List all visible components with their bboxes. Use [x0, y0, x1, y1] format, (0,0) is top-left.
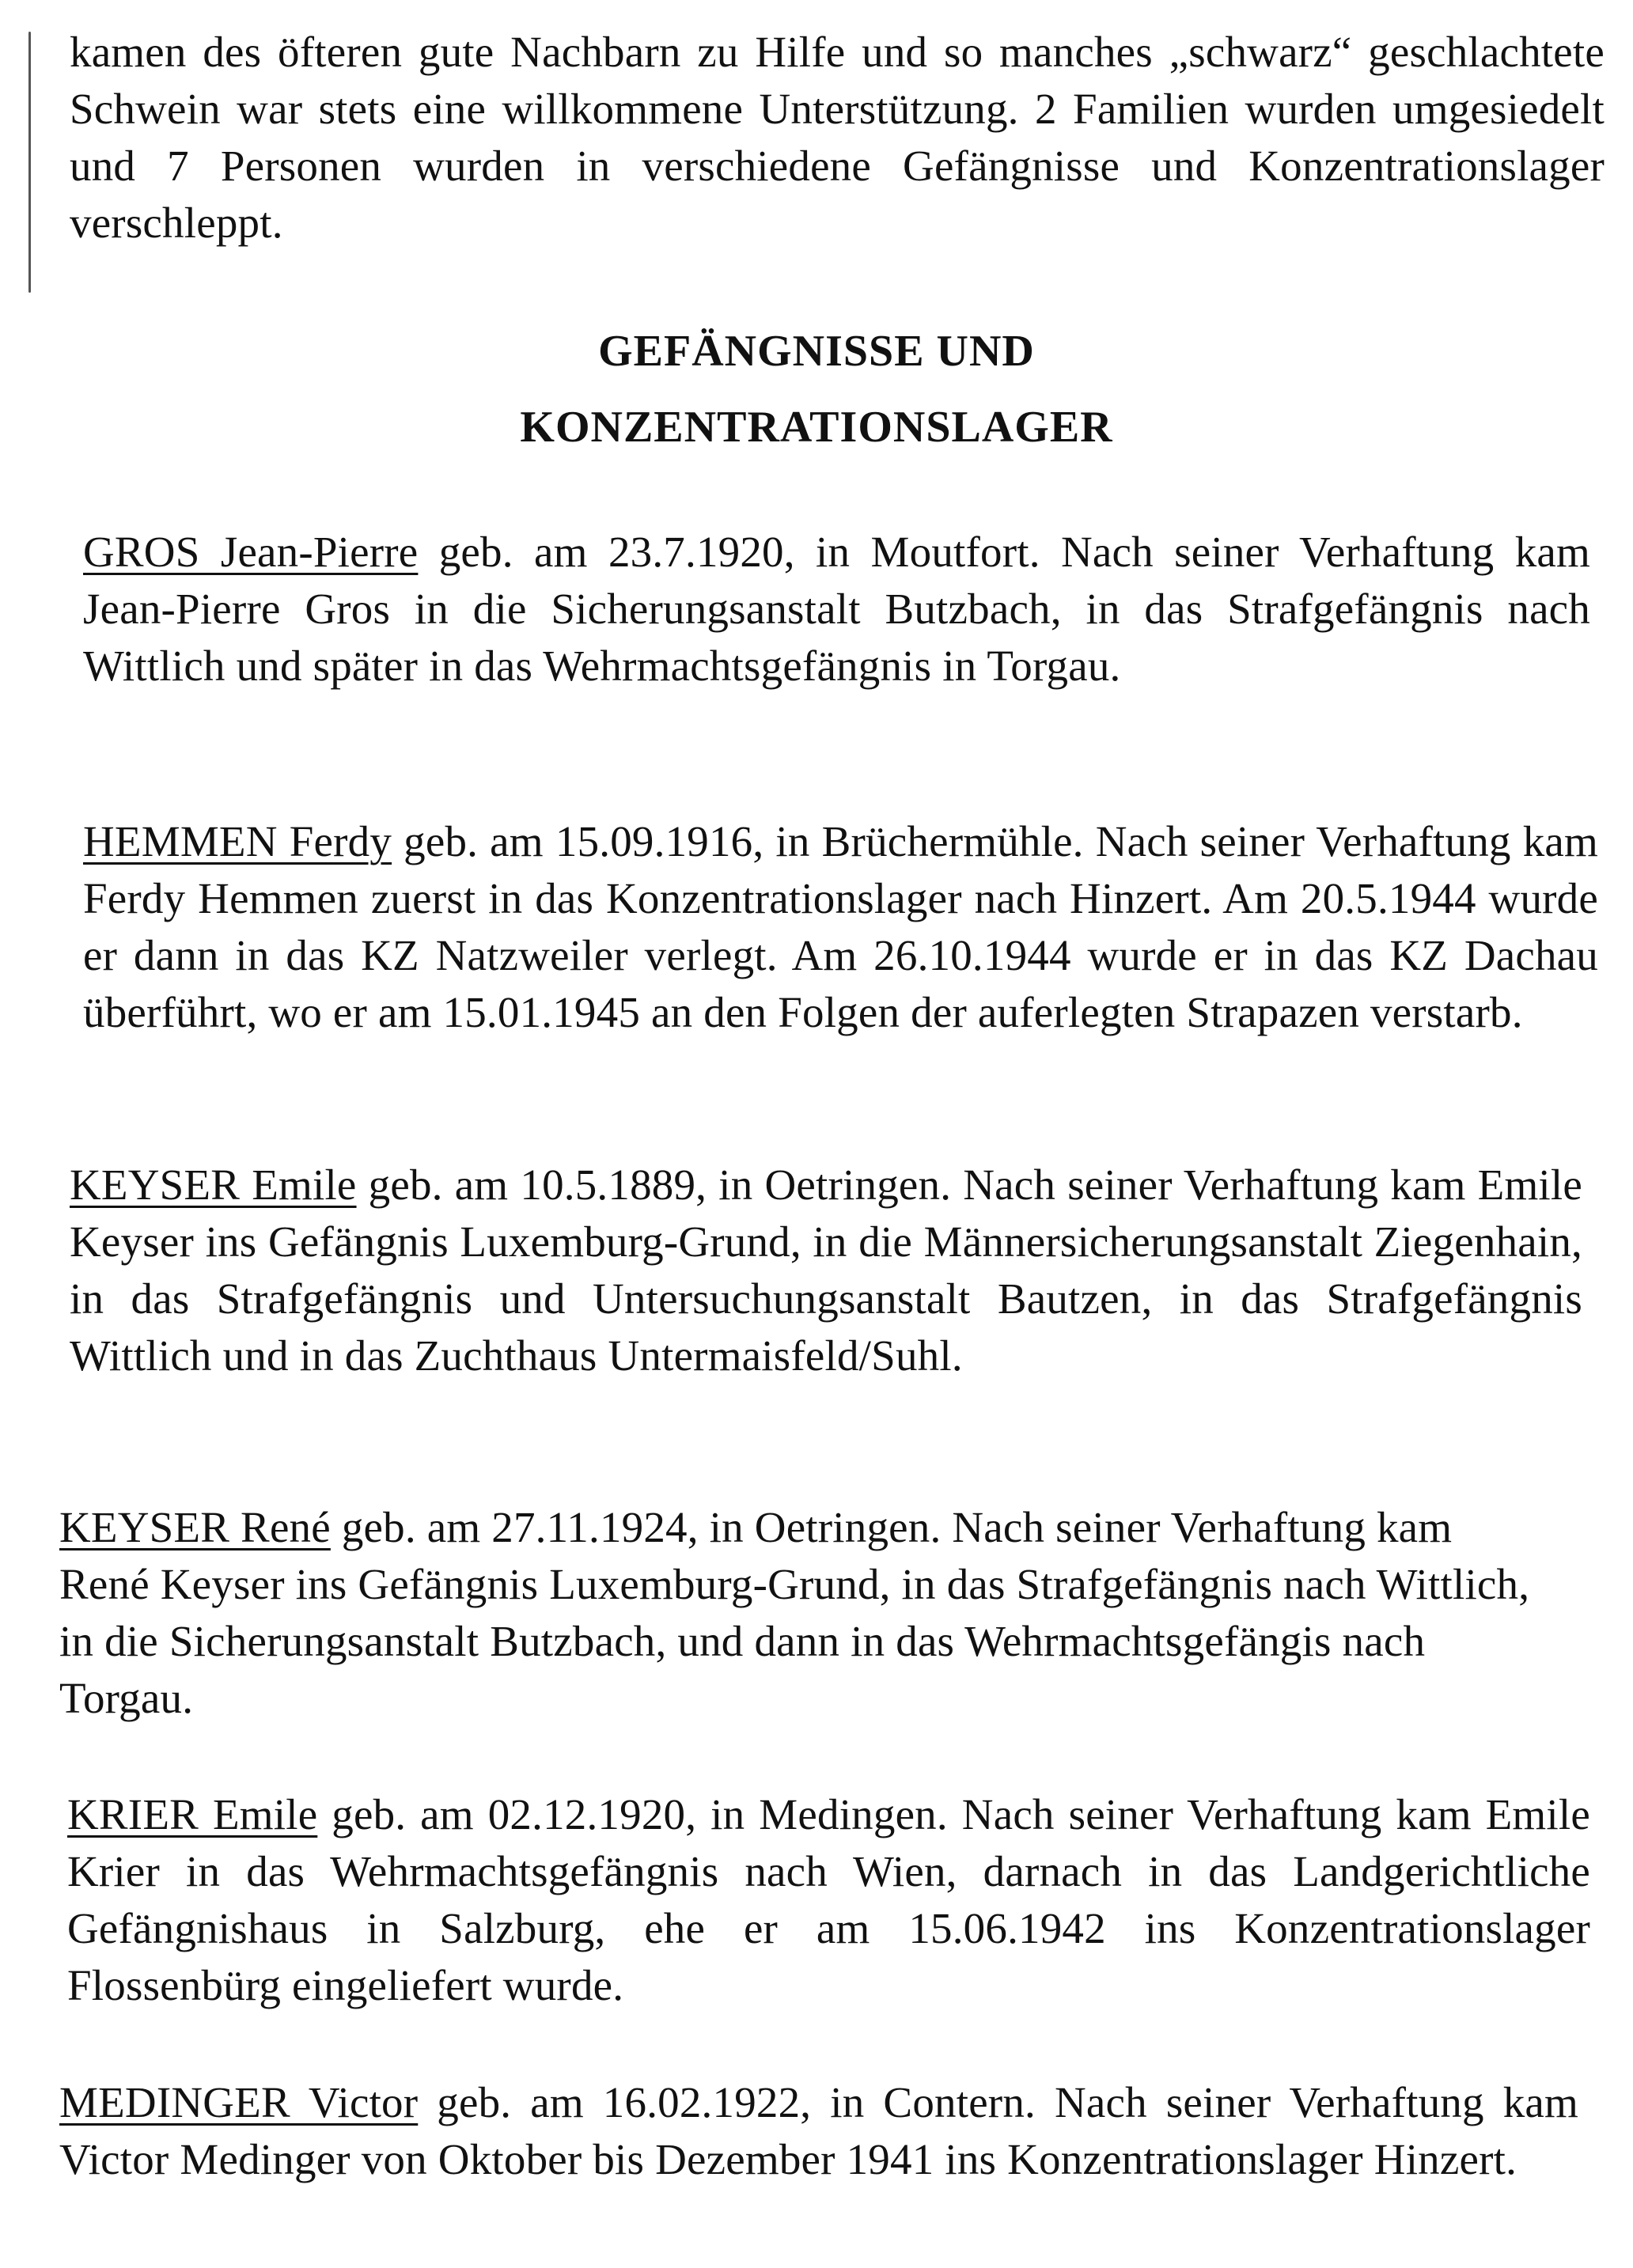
section-heading-line2: KONZENTRATIONSLAGER — [520, 403, 1113, 452]
entry-text: geb. am 16.02.1922, in Contern. Nach seiner Verhaftung kam Victor Medinger von Oktober bis Dezember 1941 ins Konzentrationslager Hinzert. — [59, 2078, 1578, 2183]
entry-keyser-emile — [70, 1157, 1582, 1384]
entry-text: geb. am 23.7.1920, in Moutfort. Nach seiner Verhaftung kam Jean-Pierre Gros in die Sicherungsanstalt Butzbach, in das Strafgefängnis nach Wittlich und später in das Wehrmachtsgefängnis in Torgau. — [83, 528, 1590, 690]
entry-text: geb. am 27.11.1924, in Oetringen. Nach seiner Verhaftung kam René Keyser ins Gefängnis Luxemburg-Grund, in das Strafgefängnis nach Wittlich, in die Sicherungsanstalt Butzbach, und dann in das Wehrmachtsgefängis nach Torgau. — [59, 1503, 1530, 1722]
entry-medinger — [59, 2074, 1578, 2188]
entry-text: geb. am 02.12.1920, in Medingen. Nach seiner Verhaftung kam Emile Krier in das Wehrmachtsgefängnis nach Wien, darnach in das Landgerichtliche Gefängnishaus in Salzburg, ehe er am 15.06.1942 ins Konzentrationslager Flossenbürg eingeliefert wurde. — [67, 1790, 1590, 2009]
entry-krier — [67, 1786, 1590, 2014]
section-heading-line1: GEFÄNGNISSE UND — [598, 327, 1035, 376]
entry-hemmen — [83, 813, 1598, 1041]
entry-name: GROS Jean-Pierre — [83, 528, 419, 576]
intro-paragraph: kamen des öfteren gute Nachbarn zu Hilfe und so manches „schwarz“ geschlachtete Schwein war stets eine willkommene Unterstützung. 2 Familien wurden umgesiedelt und 7 Personen wurden in verschiedene Gefängnisse und Konzentrationslager verschleppt. — [70, 28, 1605, 247]
entry-gros — [83, 524, 1590, 695]
entry-name: KRIER Emile — [67, 1790, 318, 1838]
entry-name: HEMMEN Ferdy — [83, 817, 392, 865]
entry-text: geb. am 10.5.1889, in Oetringen. Nach seiner Verhaftung kam Emile Keyser ins Gefängnis Luxemburg-Grund, in die Männersicherungsanstalt Ziegenhain, in das Strafgefängnis und Untersuchungsanstalt Bautzen, in das Strafgefängnis Wittlich und in das Zuchthaus Untermaisfeld/Suhl. — [70, 1161, 1582, 1380]
entry-text: geb. am 15.09.1916, in Brüchermühle. Nach seiner Verhaftung kam Ferdy Hemmen zuerst in das Konzentrationslager nach Hinzert. Am 20.5.1944 wurde er dann in das KZ Natzweiler verlegt. Am 26.10.1944 wurde er in das KZ Dachau überführt, wo er am 15.01.1945 an den Folgen der auferlegten Strapazen verstarb. — [83, 817, 1599, 1036]
margin-mark — [28, 32, 31, 293]
entry-name: MEDINGER Victor — [59, 2078, 419, 2126]
entry-name: KEYSER René — [59, 1503, 331, 1551]
entry-name: KEYSER Emile — [70, 1161, 357, 1209]
entry-keyser-rene — [59, 1499, 1547, 1727]
